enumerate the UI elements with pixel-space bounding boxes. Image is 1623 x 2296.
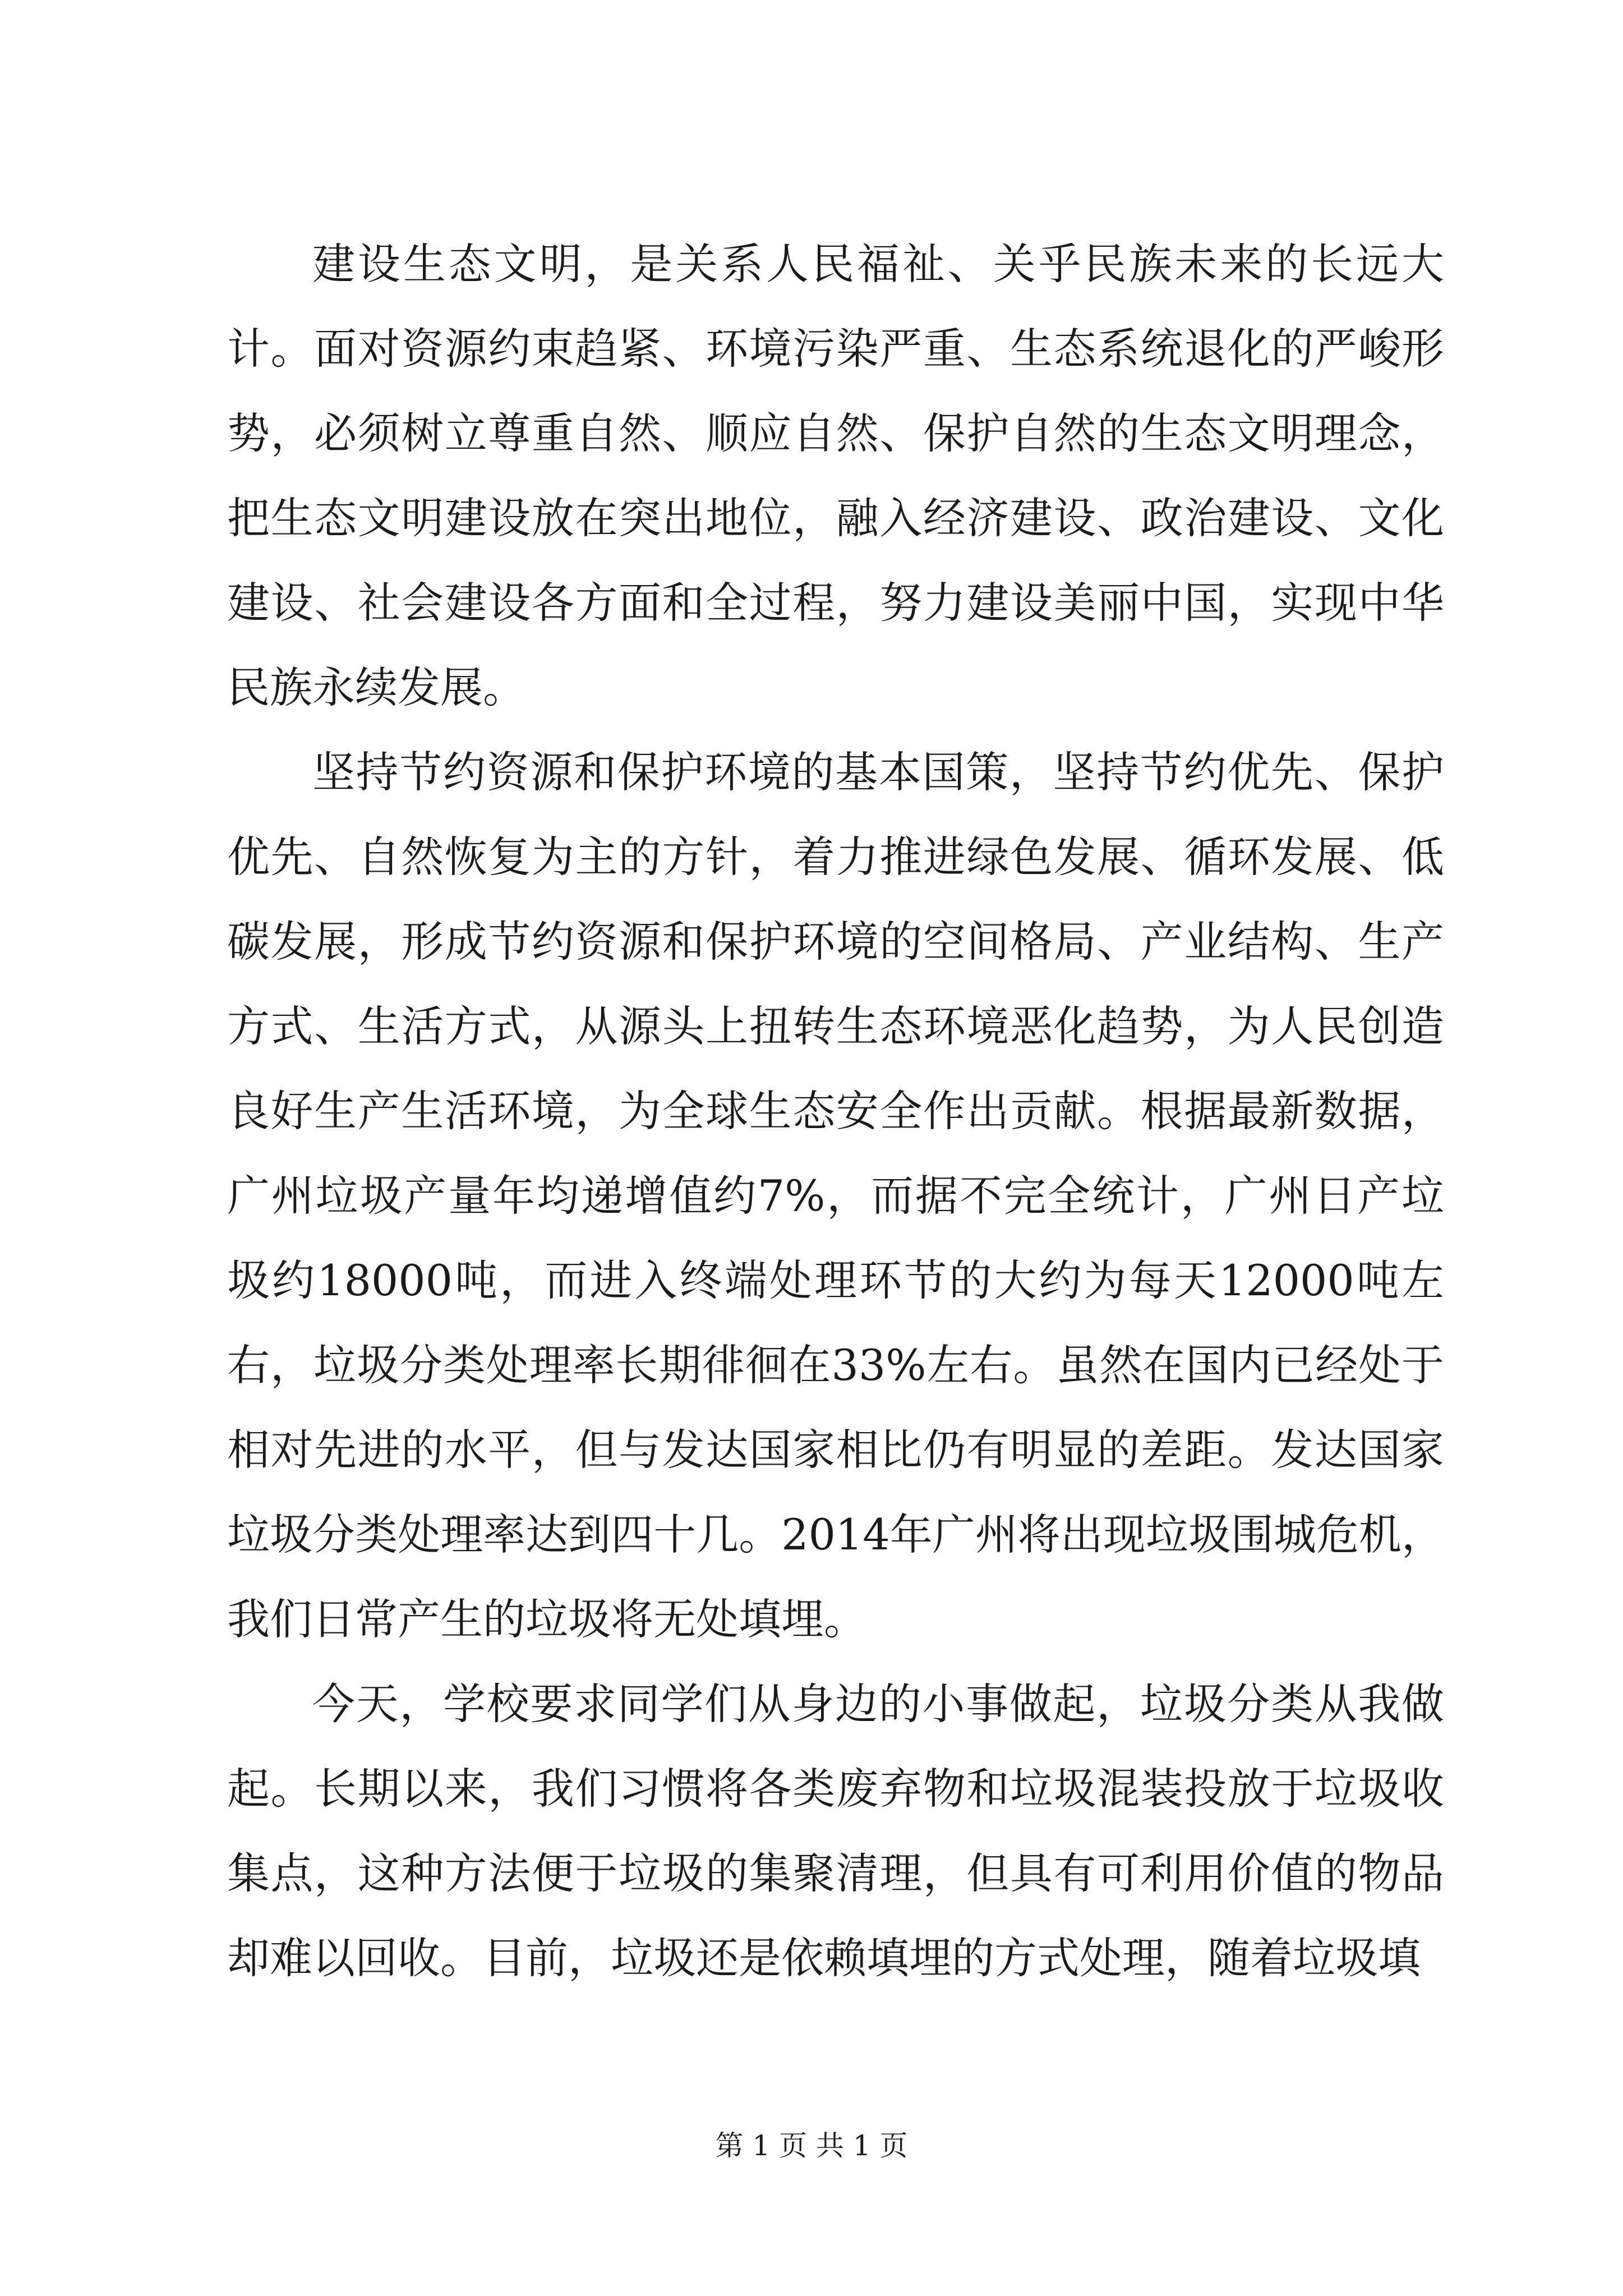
page-footer: 第 1 页 共 1 页 bbox=[715, 2129, 908, 2162]
paragraph-1: 建设生态文明，是关系人民福祉、关乎民族未来的长远大计。面对资源约束趋紧、环境污染严重、生态系统退化的严峻形势，必须树立尊重自然、顺应自然、保护自然的生态文明理念，把生态文明建设放在突出地位，融入经济建设、政治建设、文化建设、社会建设各方面和全过程，努力建设美丽中国，实现中华民族永续发展。 bbox=[227, 239, 1444, 712]
paragraph-3: 今天，学校要求同学们从身边的小事做起，垃圾分类从我做起。长期以来，我们习惯将各类废弃物和垃圾混装投放于垃圾收集点，这种方法便于垃圾的集聚清理，但具有可利用价值的物品却难以回收。目前，垃圾还是依赖填埋的方式处理，随着垃圾填 bbox=[227, 1679, 1444, 1983]
paragraph-2: 坚持节约资源和保护环境的基本国策，坚持节约优先、保护优先、自然恢复为主的方针，着力推进绿色发展、循环发展、低碳发展，形成节约资源和保护环境的空间格局、产业结构、生产方式、生活方式，从源头上扭转生态环境恶化趋势，为人民创造良好生产生活环境，为全球生态安全作出贡献。根据最新数据，广州垃圾产量年均递增值约7%，而据不完全统计，广州日产垃圾约18000吨，而进入终端处理环节的大约为每天12000吨左右，垃圾分类处理率长期徘徊在33%左右。虽然在国内已经处于相对先进的水平，但与发达国家相比仍有明显的差距。发达国家垃圾分类处理率达到四十几。2014年广州将出现垃圾围城危机，我们日常产生的垃圾将无处填埋。 bbox=[227, 747, 1444, 1644]
document-body bbox=[227, 222, 1444, 2000]
